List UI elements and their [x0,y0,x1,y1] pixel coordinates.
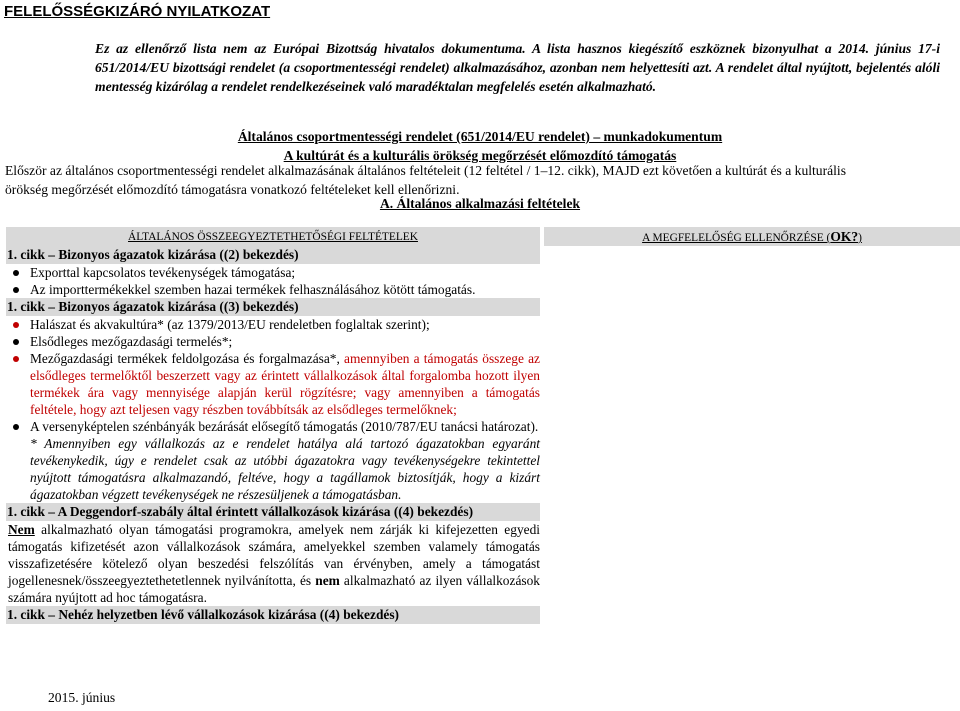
column-header-check: A MEGFELELŐSÉG ELLENŐRZÉSE (OK?) [544,227,960,246]
section-a-heading: A. Általános alkalmazási feltételek [379,196,581,211]
list-item: Az importtermékekkel szemben hazai termékek felhasználásához kötött támogatás. [6,281,540,298]
bullet-icon [6,418,30,435]
working-document-heading: Általános csoportmentességi rendelet (651/2014/EU rendelet) – munkadokumentum [237,129,723,144]
list-item: Mezőgazdasági termékek feldolgozása és forgalmazása*, amennyiben a támogatás összege az elsődleges termelőktől beszerzett vagy az érintett vállalkozások által forgalomba hozott ilyen termékek ára vagy mennyisége alapján kerül rögzítésre; vagy amennyiben a támogatás feltétele, hogy azt teljesen vagy részben továbbítsák az elsődleges termelőknek; [6,350,540,418]
document-title: FELELŐSSÉGKIZÁRÓ NYILATKOZAT [4,3,271,20]
column-header-conditions: ÁLTALÁNOS ÖSSZEEGYEZTETHETŐSÉGI FELTÉTELEK [6,227,540,246]
aid-type-heading: A kultúrát és a kulturális örökség megőrzését előmozdító támogatás [283,148,677,163]
bullet-icon [6,281,30,298]
list-item: Exporttal kapcsolatos tevékenységek támogatása; [6,264,540,281]
list-item: Elsődleges mezőgazdasági termelés*; [6,333,540,350]
deggendorf-paragraph: Nem alkalmazható olyan támogatási programokra, amelyek nem zárják ki kifejezetten egyedi támogatás kifizetését azon vállalkozások számára, amelyekkel szemben valamely támogatás visszafizetésére kötelező olyan beszedési felszólítás van érvényben, amely a támogatást jogellenesnek/összeegyeztethetetlennek nyilvánította, és nem alkalmazható az ilyen vállalkozások számára nyújtott ad hoc támogatásra. [8,522,540,605]
conditions-table [6,227,960,624]
list-item: A versenyképtelen szénbányák bezárását elősegítő támogatás (2010/787/EU tanácsi határozat). [6,418,540,435]
table-header-row [6,227,960,246]
bullet-icon [6,333,30,350]
bullet-icon [6,316,30,333]
bullet-icon [6,264,30,281]
section-row-article1-3: 1. cikk – Bizonyos ágazatok kizárása ((3) bekezdés) [6,298,540,316]
footer-date: 2015. június [48,690,116,705]
section-row-article1-2: 1. cikk – Bizonyos ágazatok kizárása ((2) bekezdés) [6,246,540,264]
section-row-deggendorf: 1. cikk – A Deggendorf-szabály által érintett vállalkozások kizárása ((4) bekezdés) [6,503,540,521]
section-row-difficulty: 1. cikk – Nehéz helyzetben lévő vállalkozások kizárása ((4) bekezdés) [6,606,540,624]
footnote: * Amennyiben egy vállalkozás az e rendelet hatálya alá tartozó ágazatokban egyaránt tevékenykedik, úgy e rendelet csak az utóbbi ágazatokra vagy tevékenységekre tekintettel nyújtott támogatásra alkalmazandó, feltéve, hogy a tagállamok biztosítják, hogy a kizárt ágazatokban végzett tevékenységek ne részesüljenek a támogatásban. [30,436,540,502]
bullet-icon [6,350,30,418]
lead-paragraph: Először az általános csoportmentességi rendelet alkalmazásának általános feltételeit (12 feltétel / 1–12. cikk), MAJD ezt követően a kultúrát és a kulturális örökség megőrzését előmozdító támogatásra vonatkozó feltételeket kell ellenőrizni. [5,163,847,197]
disclaimer-intro: Ez az ellenőrző lista nem az Európai Bizottság hivatalos dokumentuma. A lista hasznos kiegészítő eszköznek bizonyulhat a 2014. június 17-i 651/2014/EU bizottsági rendelet (a csoportmentességi rendelet) alkalmazásához, azonban nem helyettesíti azt. A rendelet által nyújtott, bejelentés alóli mentesség kizárólag a rendelet rendelkezéseinek való maradéktalan megfelelés esetén alkalmazható. [95,41,940,94]
list-item: Halászat és akvakultúra* (az 1379/2013/EU rendeletben foglaltak szerint); [6,316,540,333]
